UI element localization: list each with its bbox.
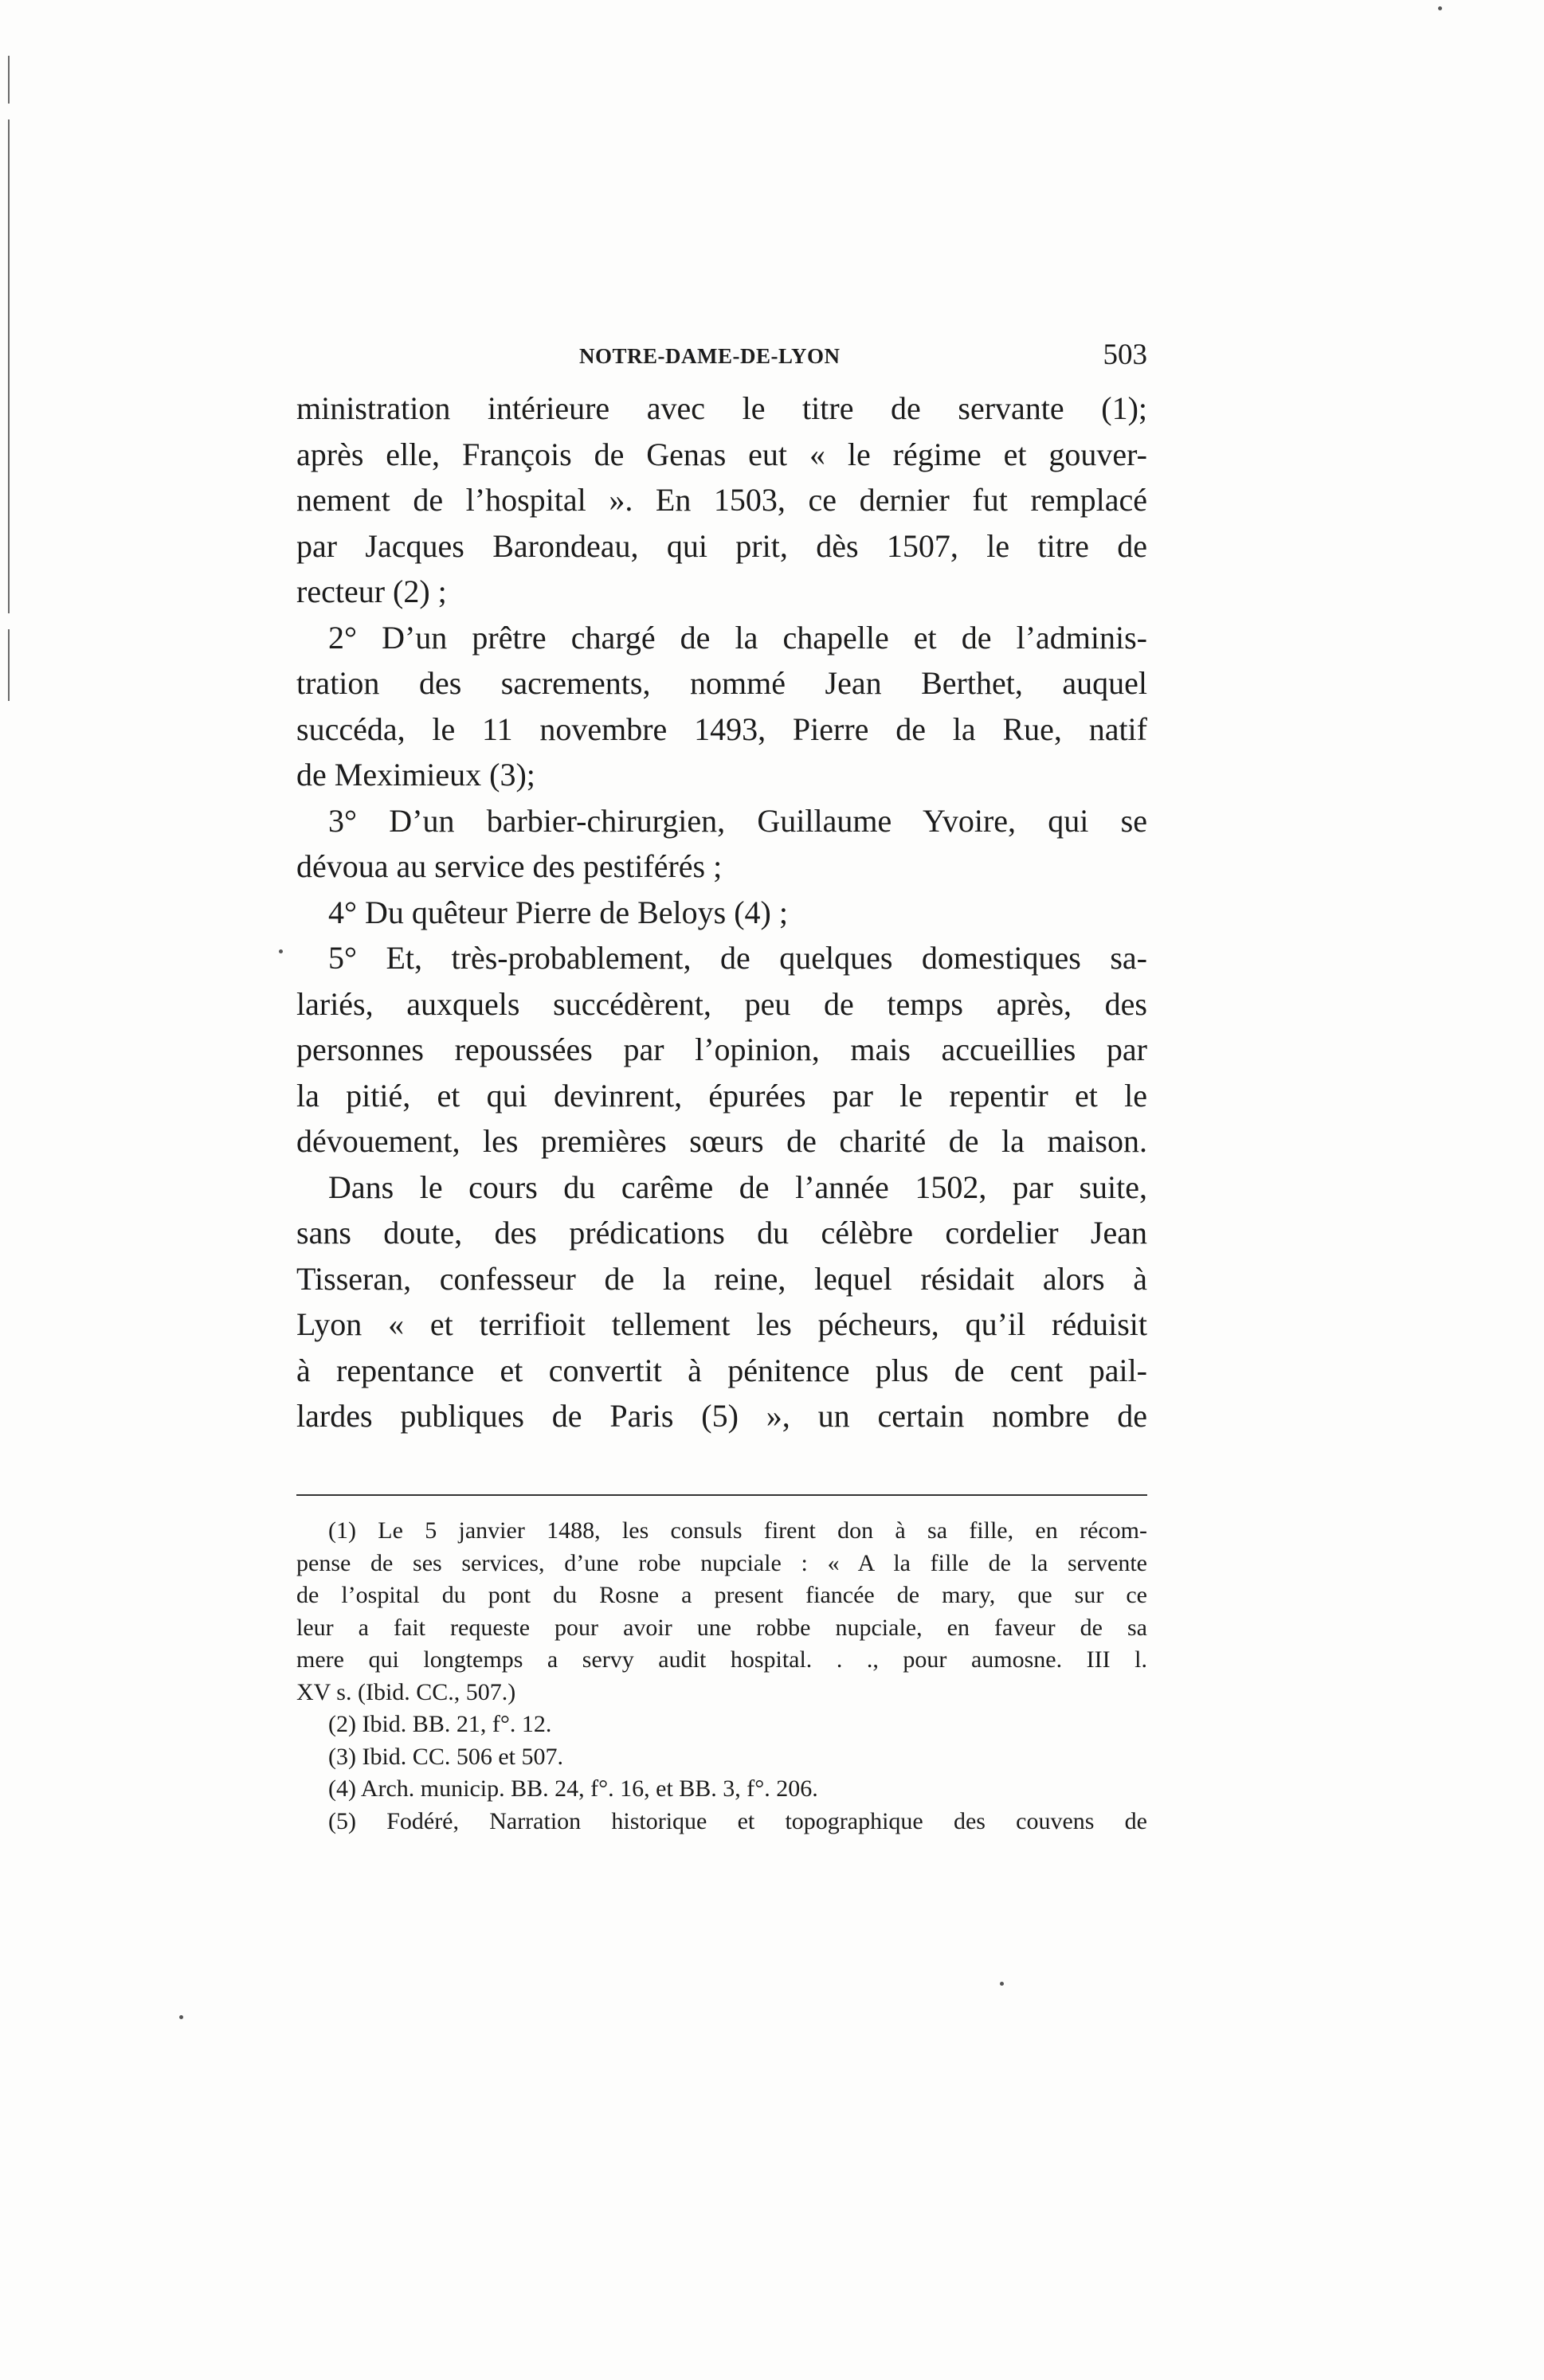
scan-speck	[1000, 1982, 1004, 1986]
running-title: NOTRE-DAME-DE-LYON	[579, 344, 841, 368]
scan-speck	[179, 2015, 183, 2019]
footnote-line: (2) Ibid. BB. 21, f°. 12.	[328, 1711, 552, 1737]
body-line: nement de l’hospital ». En 1503, ce dernier fut remplacé	[296, 482, 1147, 518]
body-line: la pitié, et qui devinrent, épurées par le repentir et le	[296, 1077, 1147, 1114]
body-line: 4° Du quêteur Pierre de Beloys (4) ;	[328, 894, 788, 930]
body-line: par Jacques Barondeau, qui prit, dès 1507, le titre de	[296, 527, 1147, 564]
body-line: 3° D’un barbier-chirurgien, Guillaume Yvoire, qui se	[328, 802, 1147, 839]
body-line: dévouement, les premières sœurs de charité de la maison.	[296, 1123, 1147, 1159]
body-line: lardes publiques de Paris (5) », un certain nombre de	[296, 1398, 1147, 1434]
body-line: à repentance et convertit à pénitence plus de cent pail-	[296, 1352, 1147, 1388]
body-line: personnes repoussées par l’opinion, mais accueillies par	[296, 1031, 1147, 1067]
scan-edge-mark	[8, 119, 10, 613]
scan-edge-mark	[8, 56, 10, 104]
footnote-rule	[296, 1494, 1147, 1496]
body-line: ministration intérieure avec le titre de servante (1);	[296, 390, 1147, 426]
footnote-line: (1) Le 5 janvier 1488, les consuls firent don à sa fille, en récom-	[328, 1517, 1147, 1544]
body-line: recteur (2) ;	[296, 573, 447, 609]
body-line: après elle, François de Genas eut « le régime et gouver-	[296, 436, 1147, 472]
footnote-line: leur a fait requeste pour avoir une robbe nupciale, en faveur de sa	[296, 1614, 1147, 1641]
footnote-line: (4) Arch. municip. BB. 24, f°. 16, et BB. 3, f°. 206.	[328, 1775, 818, 1802]
page-number: 503	[1103, 339, 1147, 371]
footnote-line: mere qui longtemps a servy audit hospital. . ., pour aumosne. III l.	[296, 1646, 1147, 1673]
body-line: de Meximieux (3);	[296, 757, 535, 793]
footnotes	[296, 1515, 1147, 1838]
footnote-line: XV s. (Ibid. CC., 507.)	[296, 1678, 516, 1705]
body-line: 2° D’un prêtre chargé de la chapelle et de l’adminis-	[328, 619, 1147, 656]
body-line: dévoua au service des pestiférés ;	[296, 848, 723, 884]
body-line: 5° Et, très-probablement, de quelques domestiques sa-	[328, 940, 1147, 976]
body-line: succéda, le 11 novembre 1493, Pierre de la Rue, natif	[296, 710, 1147, 747]
footnote-line: (5) Fodéré, Narration historique et topographique des couvens de	[328, 1807, 1147, 1834]
scan-speck	[1438, 6, 1442, 10]
body-line: lariés, auxquels succédèrent, peu de temps après, des	[296, 985, 1147, 1022]
body-line: sans doute, des prédications du célèbre cordelier Jean	[296, 1215, 1147, 1251]
footnote-line: pense de ses services, d’une robe nupciale : « A la fille de la servente	[296, 1549, 1147, 1576]
footnote-line: de l’ospital du pont du Rosne a present fiancée de mary, que sur ce	[296, 1582, 1147, 1608]
footnote-line: (3) Ibid. CC. 506 et 507.	[328, 1743, 563, 1770]
page-header	[296, 335, 1147, 374]
body-line: Tisseran, confesseur de la reine, lequel résidait alors à	[296, 1260, 1147, 1297]
body-line: Dans le cours du carême de l’année 1502, par suite,	[328, 1168, 1147, 1205]
body-line: tration des sacrements, nommé Jean Berthet, auquel	[296, 665, 1147, 701]
scan-speck	[279, 949, 283, 953]
body-line: Lyon « et terrifioit tellement les pécheurs, qu’il réduisit	[296, 1306, 1147, 1342]
body-text	[296, 386, 1147, 1439]
scan-edge-mark	[8, 629, 10, 701]
